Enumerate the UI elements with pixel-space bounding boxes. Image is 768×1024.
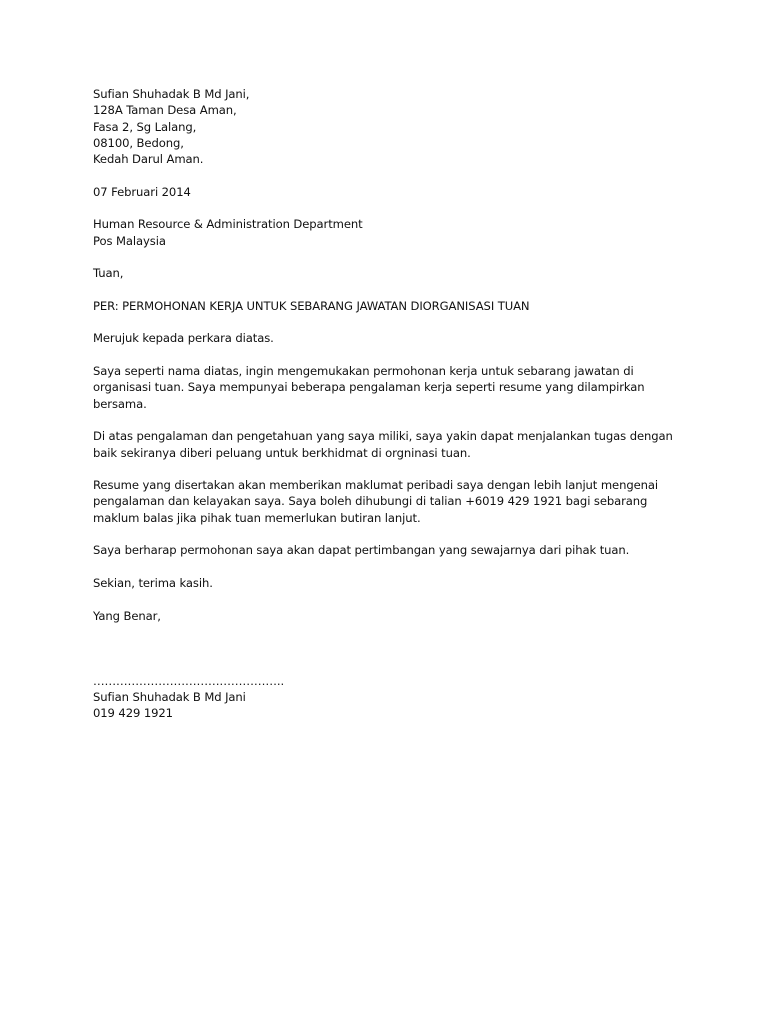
- signature-block: [93, 673, 693, 722]
- letter-date: [93, 184, 693, 200]
- paragraph-line: organisasi tuan. Saya mempunyai beberapa pengalaman kerja seperti resume yang dilampirkan: [93, 380, 645, 395]
- sender-address: [93, 86, 693, 167]
- paragraph-experience: [93, 428, 693, 461]
- paragraph-hope: [93, 542, 693, 558]
- paragraph-line: Saya seperti nama diatas, ingin mengemukakan permohonan kerja untuk sebarang jawatan di: [93, 364, 634, 379]
- subject-text: PER: PERMOHONAN KERJA UNTUK SEBARANG JAWATAN DIORGANISASI TUAN: [93, 298, 530, 313]
- paragraph-line: Sekian, terima kasih.: [93, 575, 213, 590]
- salutation-text: Tuan,: [93, 266, 124, 281]
- recipient-line: Human Resource & Administration Department: [93, 217, 363, 232]
- closing-text: Yang Benar,: [93, 608, 161, 623]
- sender-line: Fasa 2, Sg Lalang,: [93, 119, 197, 134]
- paragraph-line: maklum balas jika pihak tuan memerlukan butiran lanjut.: [93, 510, 421, 525]
- paragraph-line: Saya berharap permohonan saya akan dapat pertimbangan yang sewajarnya dari pihak tuan.: [93, 543, 630, 558]
- signature-name: Sufian Shuhadak B Md Jani: [93, 689, 246, 704]
- paragraph-line: Di atas pengalaman dan pengetahuan yang saya miliki, saya yakin dapat menjalankan tugas dengan: [93, 429, 673, 444]
- signature-phone: 019 429 1921: [93, 706, 173, 721]
- paragraph-line: Merujuk kepada perkara diatas.: [93, 331, 274, 346]
- sender-line: Sufian Shuhadak B Md Jani,: [93, 87, 250, 101]
- paragraph-resume: [93, 477, 693, 526]
- closing: [93, 608, 693, 624]
- recipient-line: Pos Malaysia: [93, 233, 166, 248]
- paragraph-line: Resume yang disertakan akan memberikan maklumat peribadi saya dengan lebih lanjut mengenai: [93, 478, 658, 493]
- letter-body: [93, 86, 693, 722]
- paragraph-line: baik sekiranya diberi peluang untuk berkhidmat di orgninasi tuan.: [93, 445, 471, 460]
- signature-space: [93, 640, 693, 673]
- sender-line: 128A Taman Desa Aman,: [93, 103, 237, 118]
- signature-dots: …………………………………………..: [93, 673, 285, 688]
- sender-line: Kedah Darul Aman.: [93, 152, 204, 167]
- paragraph-intro: [93, 363, 693, 412]
- recipient-address: [93, 216, 693, 249]
- paragraph-line: bersama.: [93, 396, 147, 411]
- salutation: [93, 265, 693, 281]
- paragraph-line: pengalaman dan kelayakan saya. Saya boleh dihubungi di talian +6019 429 1921 bagi sebarang: [93, 494, 648, 509]
- subject-line: [93, 298, 693, 314]
- date-text: 07 Februari 2014: [93, 184, 191, 199]
- sender-line: 08100, Bedong,: [93, 135, 184, 150]
- paragraph-thanks: [93, 575, 693, 591]
- paragraph-reference: [93, 330, 693, 346]
